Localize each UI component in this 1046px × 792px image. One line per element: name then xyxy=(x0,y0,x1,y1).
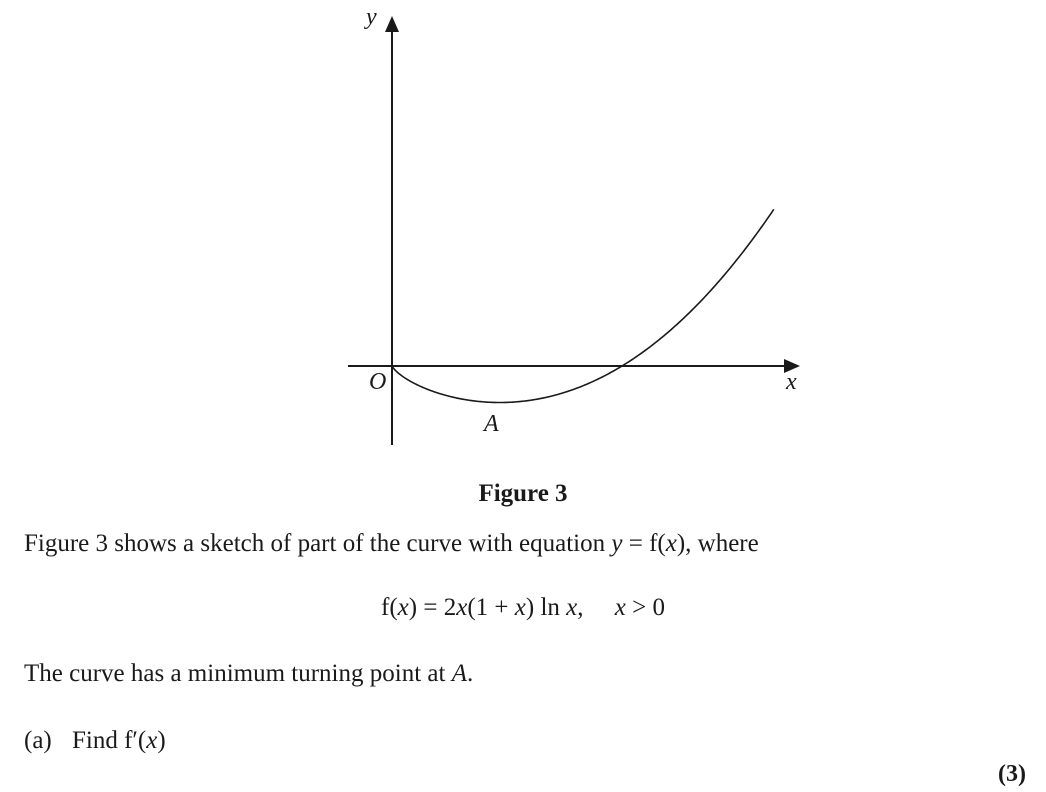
statement-part: . xyxy=(466,660,474,687)
eq-part: (1 + xyxy=(467,594,515,621)
var-y: y xyxy=(611,530,623,557)
eq-part: ) ln xyxy=(525,594,567,621)
curve xyxy=(392,209,774,402)
intro-text-part: = f( xyxy=(622,530,666,557)
var-x: x xyxy=(146,727,158,754)
question-part-a xyxy=(24,727,166,755)
part-text: Find f′( xyxy=(72,727,147,754)
x-axis-label: x xyxy=(786,369,797,395)
var-x: x xyxy=(566,594,578,621)
function-equation xyxy=(0,594,1046,622)
var-x: x xyxy=(665,530,677,557)
point-a: A xyxy=(451,660,467,687)
intro-text xyxy=(24,530,759,558)
minimum-point-label: A xyxy=(484,411,499,437)
marks-badge: (3) xyxy=(998,761,1026,787)
part-text: ) xyxy=(157,727,166,754)
statement-part: The curve has a minimum turning point at xyxy=(24,660,452,687)
var-x: x xyxy=(614,594,626,621)
intro-text-part: ), where xyxy=(676,530,759,557)
y-axis-label: y xyxy=(366,4,377,30)
intro-text-part: Figure 3 shows a sketch of part of the curve with equation xyxy=(24,530,612,557)
eq-part: f( xyxy=(381,594,398,621)
eq-part: ) = 2 xyxy=(408,594,457,621)
eq-part: , xyxy=(577,594,615,621)
y-axis-arrow xyxy=(385,16,399,32)
origin-label: O xyxy=(369,369,387,395)
var-x: x xyxy=(397,594,409,621)
part-label: (a) xyxy=(24,727,52,754)
var-x: x xyxy=(456,594,468,621)
eq-part: > 0 xyxy=(625,594,665,621)
var-x: x xyxy=(514,594,526,621)
figure-caption: Figure 3 xyxy=(478,480,568,507)
minimum-statement xyxy=(24,660,473,688)
